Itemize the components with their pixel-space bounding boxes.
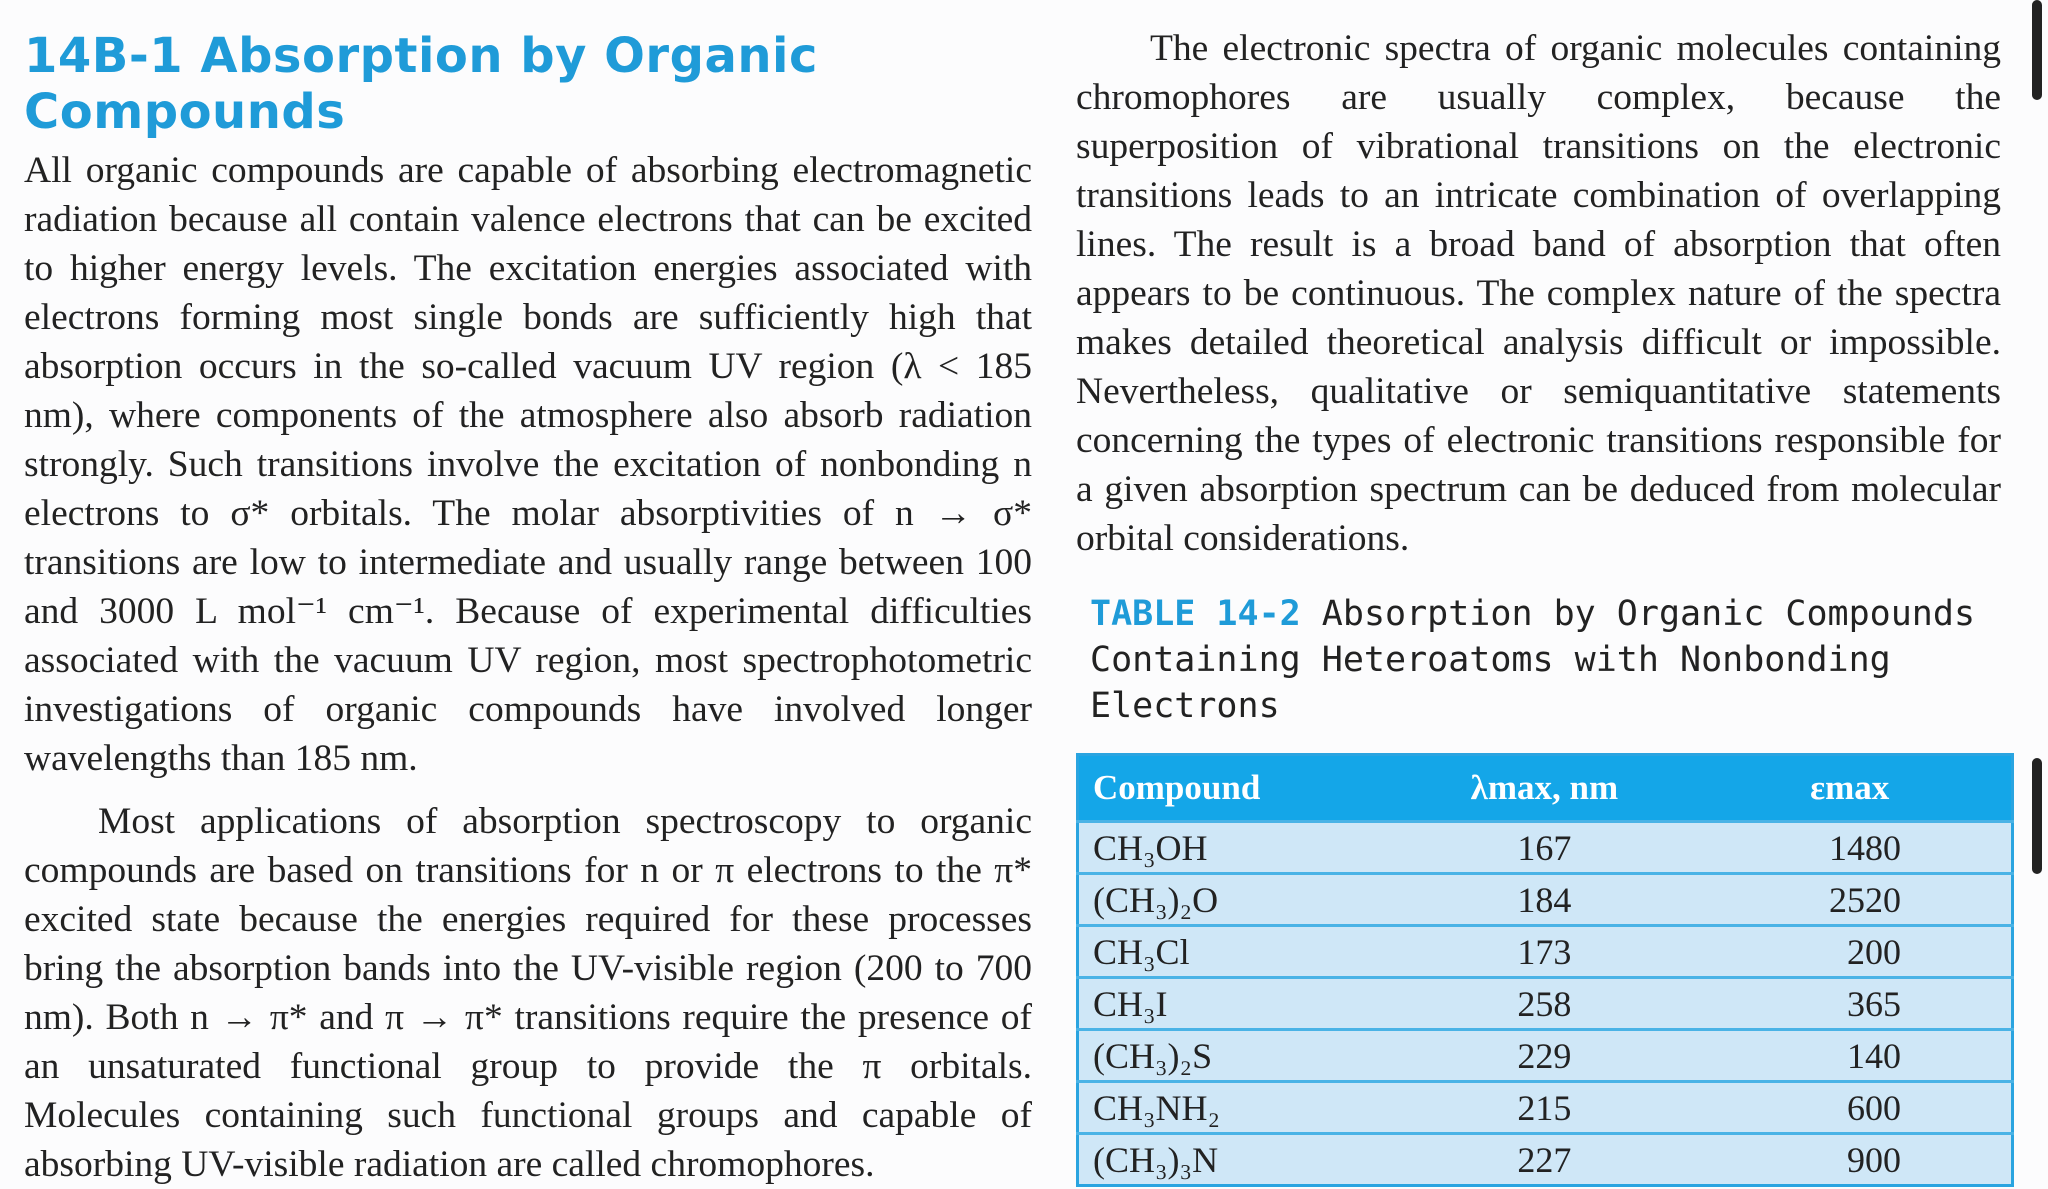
cell-lambda-max: 227: [1400, 1134, 1688, 1186]
cell-epsilon-max: 600: [1688, 1082, 2012, 1134]
table-caption: [1090, 591, 2001, 729]
scrollbar-thumb[interactable]: [2032, 758, 2042, 874]
left-paragraph-1: All organic compounds are capable of absorbing electromagnetic radiation because all contain valence electrons that can be excited to higher energy levels. The excitation energies associated with electrons forming most single bonds are sufficiently high that absorption occurs in the so-called vacuum UV region (λ < 185 nm), where components of the atmosphere also absorb radiation strongly. Such transitions involve the excitation of nonbonding n electrons to σ* orbitals. The molar absorptivities of n → σ* transitions are low to intermediate and usually range between 100 and 3000 L mol⁻¹ cm⁻¹. Because of experimental difficulties associated with the vacuum UV region, most spectrophotometric investigations of organic compounds have involved longer wavelengths than 185 nm.: [24, 150, 1032, 779]
cell-compound: CH₃I: [1078, 978, 1401, 1030]
cell-compound: CH₃NH₂: [1078, 1082, 1401, 1134]
right-column: [1076, 24, 2001, 1187]
cell-epsilon-max: 900: [1688, 1134, 2012, 1186]
table-row: [1078, 1030, 2013, 1082]
cell-epsilon-max: 1480: [1688, 822, 2012, 874]
left-column: [24, 24, 1032, 1189]
table-row: [1078, 1082, 2013, 1134]
table-row: [1078, 874, 2013, 926]
scrollbar-thumb-top[interactable]: [2032, 0, 2042, 100]
cell-compound: (CH₃)₂O: [1078, 874, 1401, 926]
section-title: 14B-1 Absorption by Organic Compounds: [24, 28, 818, 140]
cell-compound: CH₃Cl: [1078, 926, 1401, 978]
table-row: [1078, 926, 2013, 978]
absorption-table: [1076, 753, 2014, 1187]
cell-lambda-max: 173: [1400, 926, 1688, 978]
cell-compound: (CH₃)₂S: [1078, 1030, 1401, 1082]
right-paragraph-1: The electronic spectra of organic molecules containing chromophores are usually complex, because the superposition of vibrational transitions on the electronic transitions leads to an intricate combination of overlapping lines. The result is a broad band of absorption that often appears to be continuous. The complex nature of the spectra makes detailed theoretical analysis difficult or impossible. Nevertheless, qualitative or semiquantitative statements concerning the types of electronic transitions responsible for a given absorption spectrum can be deduced from molecular orbital considerations.: [1076, 28, 2001, 559]
cell-epsilon-max: 140: [1688, 1030, 2012, 1082]
table-row: [1078, 1134, 2013, 1186]
cell-epsilon-max: 2520: [1688, 874, 2012, 926]
cell-lambda-max: 184: [1400, 874, 1688, 926]
cell-lambda-max: 215: [1400, 1082, 1688, 1134]
header-epsilon-max: εmax: [1688, 755, 2012, 822]
cell-epsilon-max: 365: [1688, 978, 2012, 1030]
table-label: TABLE 14-2: [1090, 594, 1301, 634]
header-compound: Compound: [1078, 755, 1401, 822]
cell-lambda-max: 229: [1400, 1030, 1688, 1082]
cell-epsilon-max: 200: [1688, 926, 2012, 978]
cell-lambda-max: 167: [1400, 822, 1688, 874]
table-row: [1078, 822, 2013, 874]
header-lambda-max: λmax, nm: [1400, 755, 1688, 822]
table-caption-text: Absorption by Organic Compounds Containing Heteroatoms with Nonbonding Electrons: [1090, 594, 1976, 726]
cell-lambda-max: 258: [1400, 978, 1688, 1030]
table-header-row: [1078, 755, 2013, 822]
cell-compound: CH₃OH: [1078, 822, 1401, 874]
left-paragraph-2: Most applications of absorption spectroscopy to organic compounds are based on transitions for n or π electrons to the π* excited state because the energies required for these processes bring the absorption bands into the UV-visible region (200 to 700 nm). Both n → π* and π → π* transitions require the presence of an unsaturated functional group to provide the π orbitals. Molecules containing such functional groups and capable of absorbing UV-visible radiation are called chromophores.: [24, 801, 1032, 1185]
cell-compound: (CH₃)₃N: [1078, 1134, 1401, 1186]
table-row: [1078, 978, 2013, 1030]
